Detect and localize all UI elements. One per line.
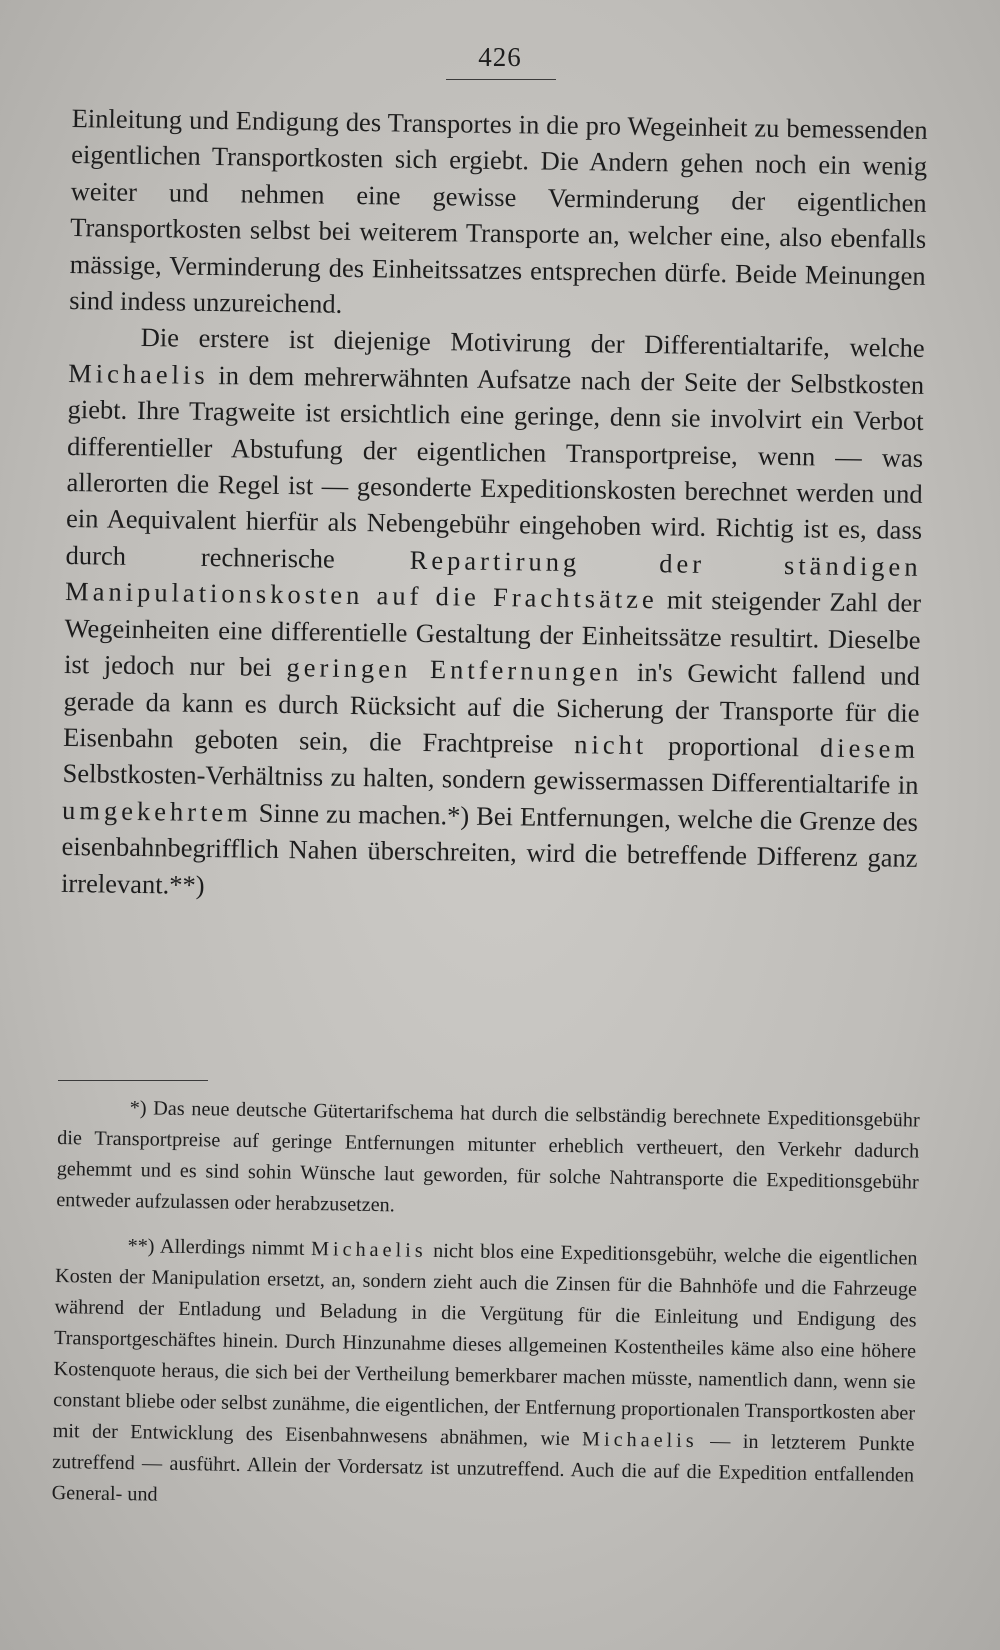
text-run: — in letzterem Punkte zutreffend — ausführt. Allein der Vordersatz ist unzutreffend. Auch die auf die Expedition entfallenden General- und [51, 1430, 915, 1506]
footnote-1: *) Das neue deutsche Gütertarifschema hat durch die selbständig berechnete Expeditionsgebühr die Transportpreise auf geringe Entfernungen mitunter erheblich vertheuert, den Verkehr dadurch gehemmt und es sind sohin Wünsche laut geworden, für solche Nahtransporte die Expeditionsgebühr entweder aufzulassen oder herabzusetzen. [56, 1097, 920, 1217]
footnote-rule [58, 1080, 208, 1081]
spaced-term: diesem [819, 732, 920, 764]
spaced-name-michaelis: Michaelis [581, 1428, 698, 1453]
text-run: nicht blos eine Expeditionsgebühr, welche die eigentlichen Kosten der Manipulation ersetzt, an, sondern zieht auch die Zinsen für die Bahnhöfe und die Fahrzeuge während der Entladung und Beladung in die Vergütung für die Einleitung und Endigung des Transportgeschäftes hinein. Durch Hinzunahme dieses allgemeinen Kostentheiles käme also eine höhere Kostenquote heraus, die sich bei der Vertheilung bemerkbarer machen müsste, namentlich dann, wenn sie constant bliebe oder selbst zunähme, die eigentlichen, der Entfernung proportionalen Transportkosten aber mit der Entwicklung des Eisenbahnwesens abnähmen, wie [52, 1239, 918, 1451]
paragraph-2 [61, 318, 925, 912]
spaced-name-michaelis: Michaelis [67, 357, 209, 390]
spaced-term: geringen Entfernungen [286, 652, 623, 687]
spaced-term: der [580, 547, 785, 580]
page-number: 426 [478, 42, 522, 72]
footnote-2 [51, 1230, 917, 1523]
spaced-name-michaelis: Michaelis [310, 1237, 427, 1262]
main-text [61, 100, 928, 913]
text-run: proportional [647, 730, 821, 763]
spaced-term: nicht [574, 728, 648, 760]
text-run: in dem mehrerwähnten Aufsatze nach der Seite der Selbstkosten giebt. Ihre Tragweite ist ersichtlich eine geringe, denn sie involvirt ein Verbot differentieller Abstufung der eigentlichen Transportpreise, wenn — was allerorten die Regel ist — gesonderte Expeditionskosten berechnet werden und ein Aequivalent hierfür als Nebengebühr eingehoben wird. Richtig ist es, dass durch rechnerische [65, 359, 925, 575]
paragraph-1: Einleitung und Endigung des Transportes in die pro Wegeinheit zu bemessenden eigentlichen Transportkosten sich ergiebt. Die Andern gehen noch ein wenig weiter und nehmen eine gewisse Verminderung der eigentlichen Transportkosten selbst bei weiterem Transporte an, welcher eine, also ebenfalls mässige, Verminderung des Einheitssatzes entsprechen dürfe. Beide Meinungen sind indess unzureichend. [68, 102, 928, 319]
spaced-term: umgekehrtem [61, 794, 252, 828]
footnotes [51, 1092, 919, 1522]
text-run: Die erstere ist diejenige Motivirung der Differentialtarife, welche [140, 322, 925, 364]
text-run: in's Gewicht fallend und gerade da kann es durch Rücksicht auf die Sicherung der Transporte für die Eisenbahn geboten sein, die Frachtpreise [62, 656, 921, 759]
text-run: Selbstkosten-Verhältniss zu halten, sondern gewissermassen Differentialtarife in [62, 758, 919, 801]
text-run: Sinne zu machen.*) Bei Entfernungen, welche die Grenze des eisenbahnbegrifflich Nahen überschreiten, wird die betreffende Differenz ganz irrelevant.**) [60, 797, 919, 900]
spaced-term: Repartirung [409, 544, 581, 578]
text-run: **) Allerdings nimmt [127, 1235, 312, 1260]
text-run: mit steigender Zahl der Wegeinheiten eine differentielle Gestaltung der Einheitssätze resultirt. Dieselbe ist jedoch nur bei [63, 584, 922, 683]
page-number-rule [446, 79, 556, 80]
spaced-term: ständigen Manipulationskosten auf die Frachtsätze [64, 549, 922, 615]
